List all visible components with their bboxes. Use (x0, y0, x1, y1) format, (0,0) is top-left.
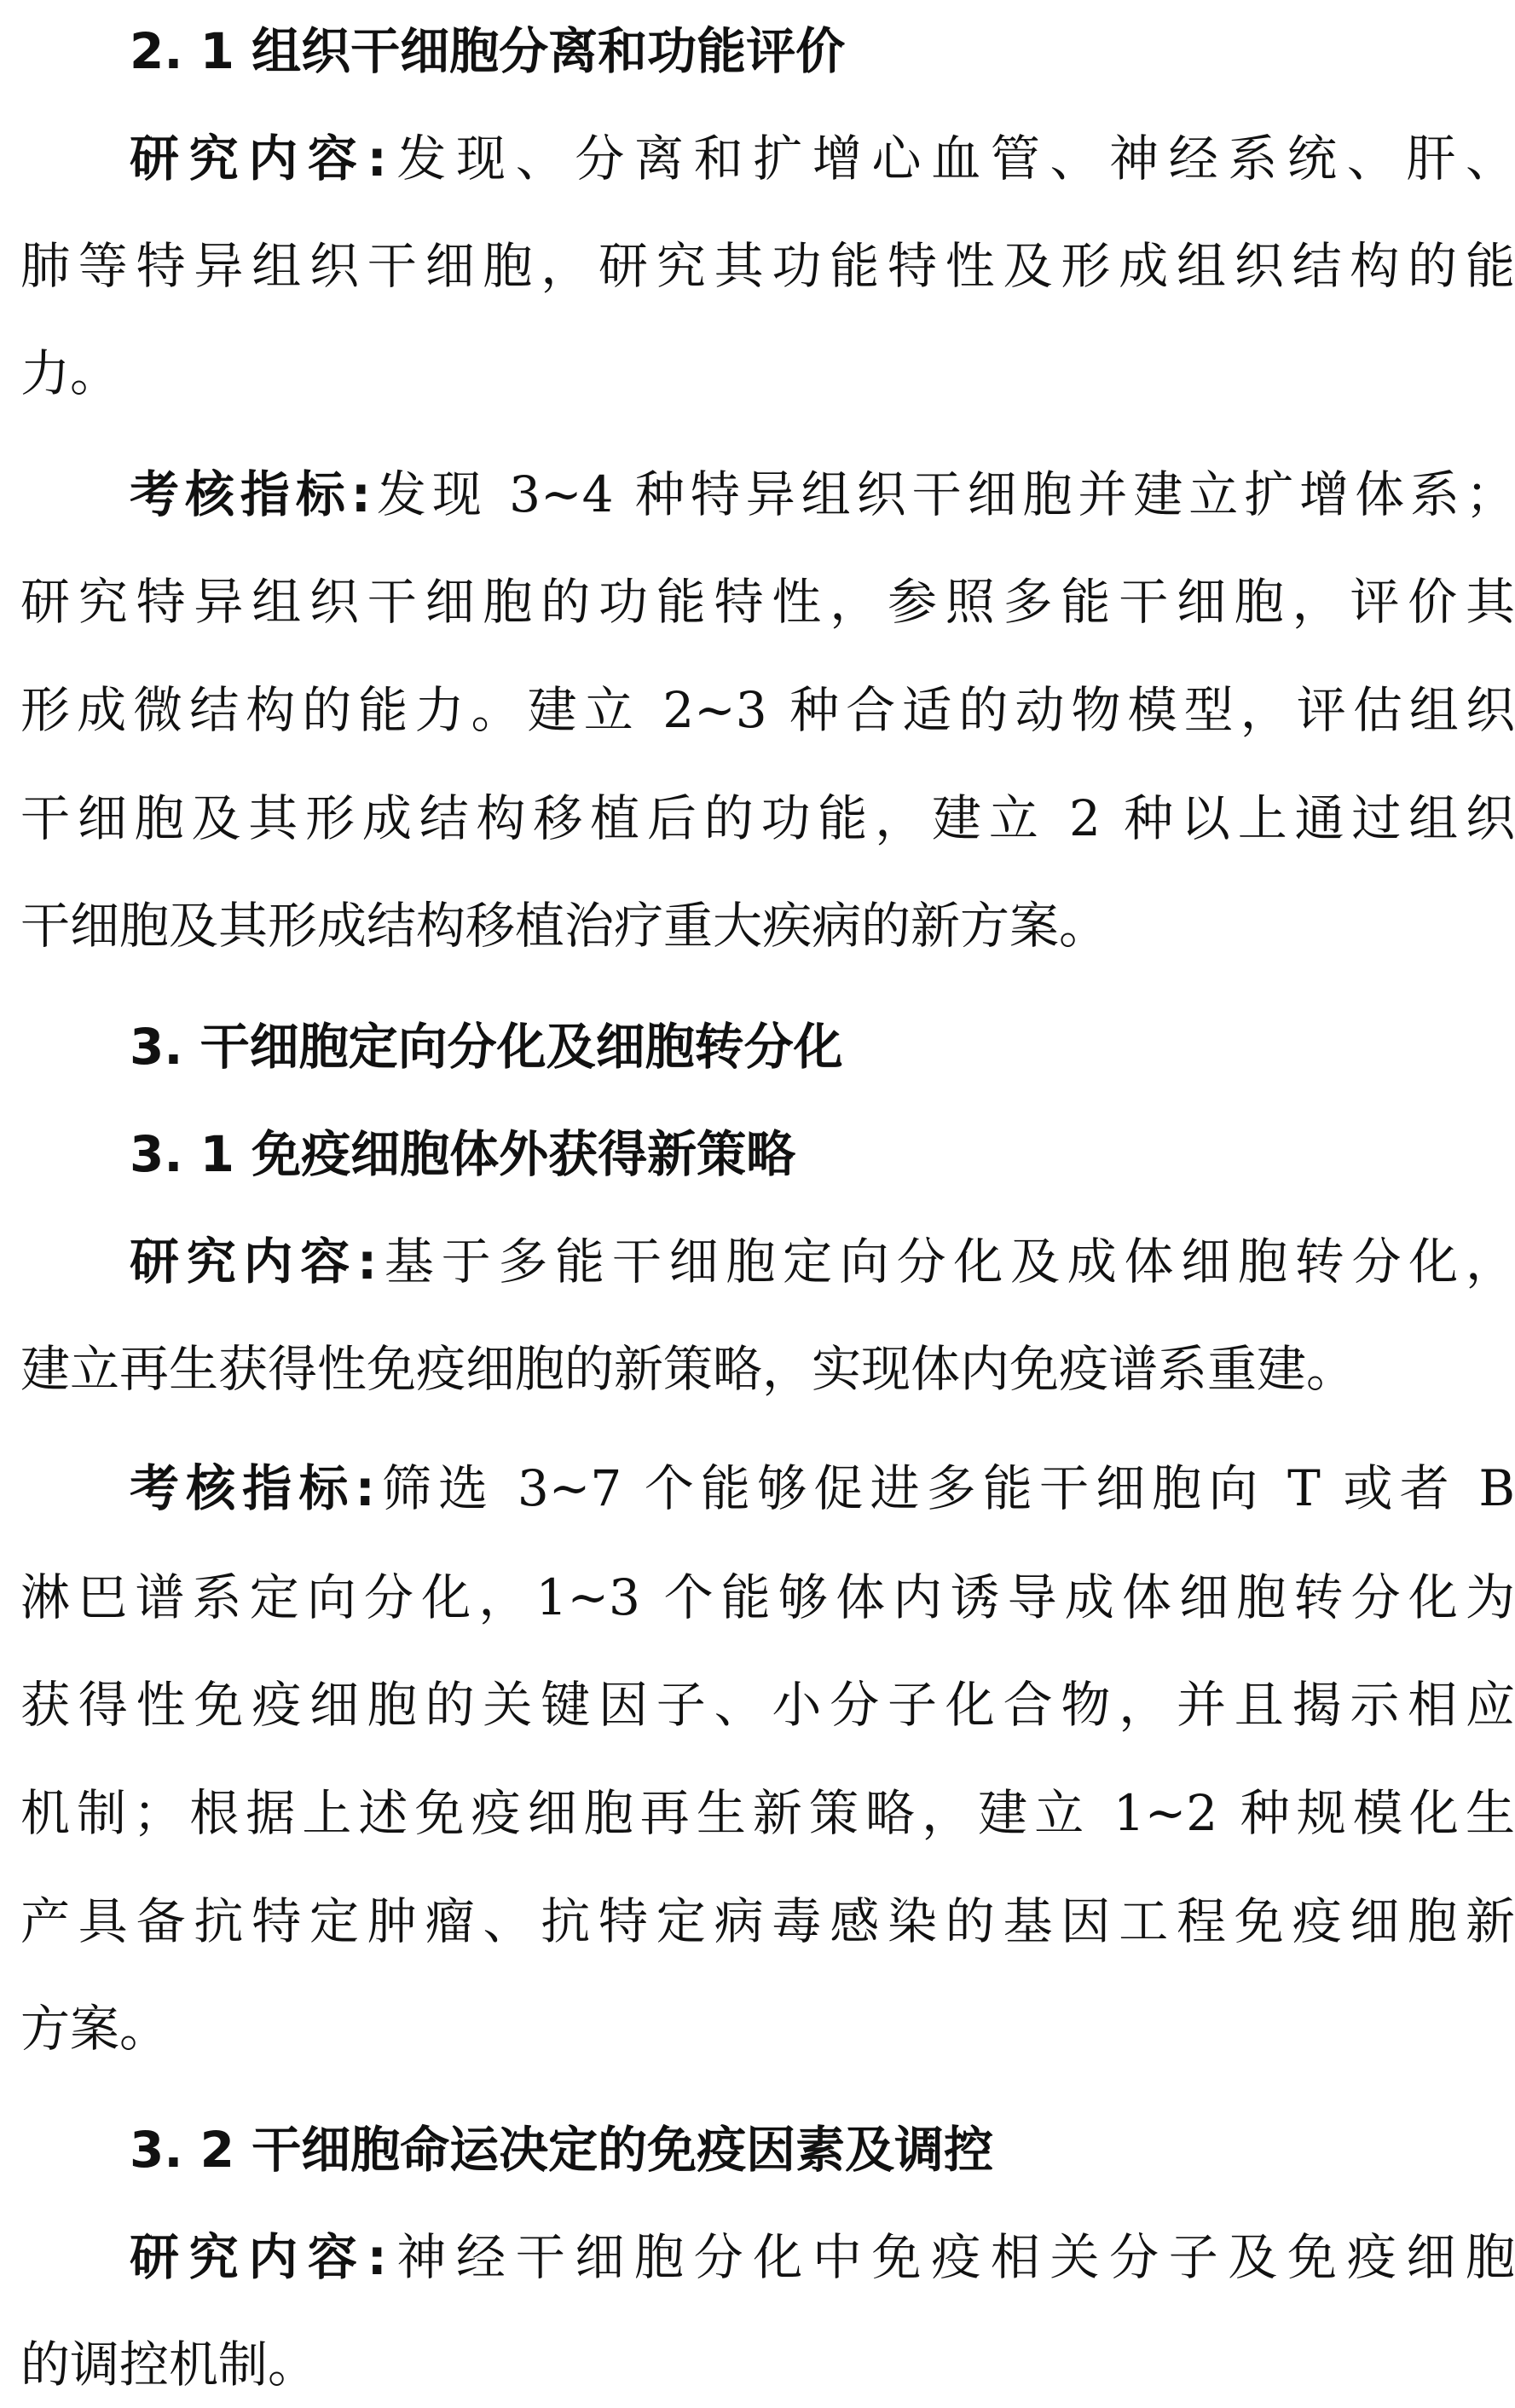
paragraph-text: 基于多能干细胞定向分化及成体细胞转分化， (377, 1233, 1515, 1291)
paragraph-text: 筛选 3~7 个能够促进多能干细胞向 T 或者 B (374, 1459, 1515, 1517)
paragraph-assessment-2-1-line-4: 干细胞及其形成结构移植后的功能，建立 2 种以上通过组织 (20, 789, 1515, 847)
paragraph-assessment-3-1-line-5: 产具备抗特定肿瘤、抗特定病毒感染的基因工程免疫细胞新 (20, 1892, 1515, 1950)
paragraph-research-content-3-1-line-2: 建立再生获得性免疫细胞的新策略，实现体内免疫谱系重建。 (20, 1340, 1356, 1398)
paragraph-text: 神经干细胞分化中免疫相关分子及免疫细胞 (386, 2228, 1515, 2286)
section-heading-3: 3. 干细胞定向分化及细胞转分化 (130, 1018, 843, 1076)
paragraph-assessment-2-1-line-2: 研究特异组织干细胞的功能特性，参照多能干细胞，评价其 (20, 573, 1515, 631)
paragraph-text: 发现、分离和扩增心血管、神经系统、肝、 (386, 130, 1515, 188)
section-heading-2-1: 2. 1 组织干细胞分离和功能评价 (130, 22, 846, 80)
paragraph-assessment-3-1-line-6: 方案。 (20, 2000, 170, 2058)
section-heading-3-1: 3. 1 免疫细胞体外获得新策略 (130, 1125, 796, 1183)
paragraph-research-content-3-2-line-2: 的调控机制。 (20, 2336, 318, 2394)
research-content-label: 研究内容: (130, 1233, 378, 1291)
paragraph-assessment-3-1-line-4: 机制；根据上述免疫细胞再生新策略，建立 1~2 种规模化生 (20, 1784, 1515, 1842)
research-content-label: 研究内容: (130, 130, 387, 188)
paragraph-research-content-2-1-line-1 (130, 124, 1515, 193)
paragraph-assessment-2-1-line-3: 形成微结构的能力。建立 2~3 种合适的动物模型，评估组织 (20, 681, 1515, 739)
assessment-label: 考核指标: (130, 465, 371, 523)
paragraph-research-content-3-1-line-1 (130, 1227, 1515, 1296)
paragraph-assessment-2-1-line-1 (130, 460, 1515, 528)
assessment-label: 考核指标: (130, 1459, 375, 1517)
section-heading-3-2: 3. 2 干细胞命运决定的免疫因素及调控 (130, 2121, 994, 2179)
paragraph-research-content-3-2-line-1 (130, 2223, 1515, 2291)
research-content-label: 研究内容: (130, 2228, 387, 2286)
paragraph-assessment-3-1-line-3: 获得性免疫细胞的关键因子、小分子化合物，并且揭示相应 (20, 1676, 1515, 1734)
paragraph-assessment-3-1-line-2: 淋巴谱系定向分化，1~3 个能够体内诱导成体细胞转分化为 (20, 1568, 1515, 1626)
paragraph-research-content-2-1-line-2: 肺等特异组织干细胞，研究其功能特性及形成组织结构的能 (20, 237, 1515, 295)
paragraph-assessment-2-1-line-5: 干细胞及其形成结构移植治疗重大疾病的新方案。 (20, 897, 1109, 955)
paragraph-assessment-3-1-line-1 (130, 1454, 1515, 1522)
paragraph-text: 发现 3~4 种特异组织干细胞并建立扩增体系； (370, 465, 1515, 523)
paragraph-research-content-2-1-line-3: 力。 (20, 344, 120, 402)
